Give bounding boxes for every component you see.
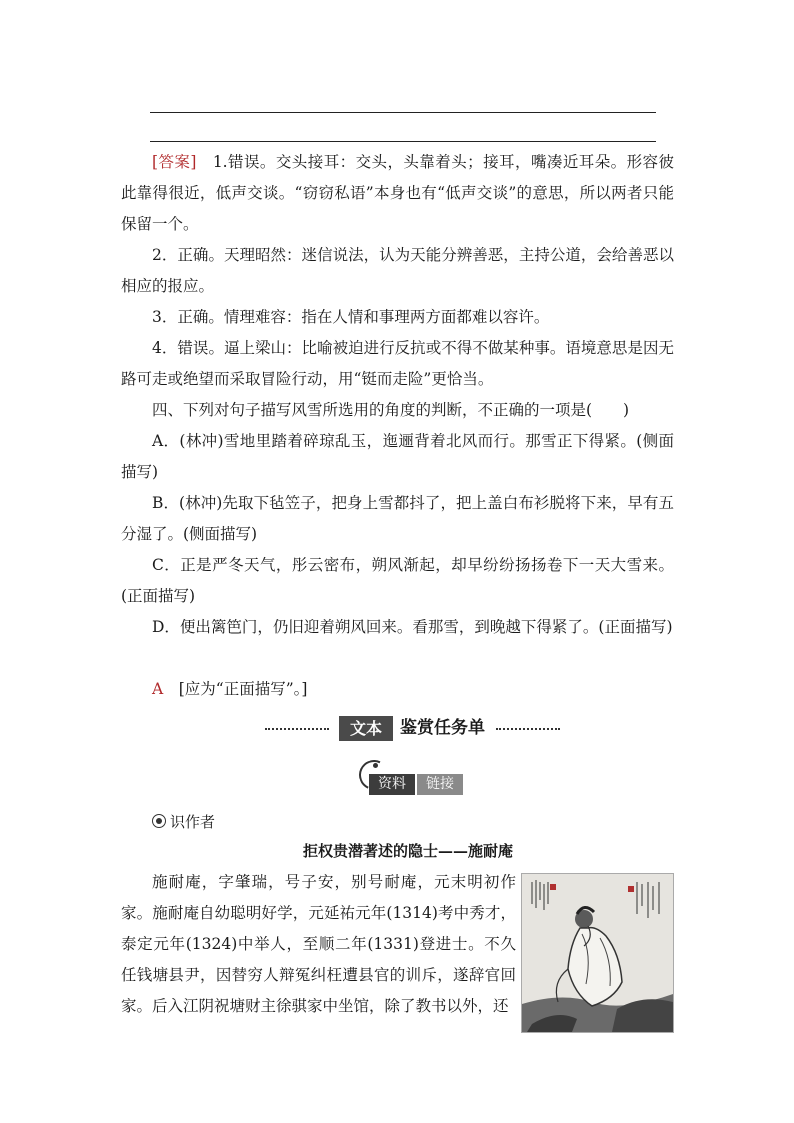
answer-paragraph-3: 3．正确。情理难容：指在人情和事理两方面都难以容许。 [152,308,550,326]
answer-tag: [答案] [152,153,197,171]
badge-lianjie: 链接 [417,774,463,795]
option-a: A．(林冲)雪地里踏着碎琼乱玉，迤逦背着北风而行。那雪正下得紧。(侧面描写) [121,432,674,481]
banner-box: 文本 [339,716,393,741]
answer-line-1 [150,112,656,113]
answer-note: [应为“正面描写”。] [178,680,308,698]
answer-paragraph-1 [121,147,674,240]
answer-paragraph-4: 4．错误。逼上梁山：比喻被迫进行反抗或不得不做某种事。语境意思是因无路可走或绝望而采取冒险行动，用“铤而走险”更恰当。 [121,339,674,388]
portrait-drawing [522,874,673,1032]
option-d: D．便出篱笆门，仍旧迎着朔风回来。看那雪，到晚越下得紧了。(正面描写) [152,618,673,636]
badge-dot-icon [373,763,378,768]
author-section-label [152,811,215,832]
answer-1-text: 1.错误。交头接耳：交头，头靠着头；接耳，嘴凑近耳朵。形容彼此靠得很近，低声交谈。“窃窃私语”本身也有“低声交谈”的意思，所以两者只能保留一个。 [121,153,674,233]
article-paragraph-2: 后入江阴祝塘财主徐骐家中坐馆，除了教书以外，还 [152,997,509,1015]
question-stem: 四、下列对句子描写风雪所选用的角度的判断，不正确的一项是( ) [152,401,630,419]
target-circle-icon [152,814,166,828]
answer-paragraph-2: 2．正确。天理昭然：迷信说法，认为天能分辨善恶，主持公道，会给善恶以相应的报应。 [121,246,674,295]
banner-dots-right [496,728,560,730]
section-banner [265,716,560,742]
shi-naian-portrait [521,873,674,1033]
option-b: B．(林冲)先取下毡笠子，把身上雪都抖了，把上盖白布衫脱将下来，早有五分湿了。(侧面描写) [121,494,674,543]
question-answer [121,674,674,705]
answer-line-2 [150,141,656,142]
option-c: C．正是严冬天气，彤云密布，朔风渐起，却早纷纷扬扬卷下一天大雪来。(正面描写) [121,556,674,605]
article-paragraph-1: 施耐庵，字肇瑞，号子安，别号耐庵，元末明初作家。施耐庵自幼聪明好学，元延祐元年(1314)考中秀才，泰定元年(1324)中举人，至顺二年(1331)登进士。不久任钱塘县尹，因替穷人辩冤纠枉遭县官的训斥，遂辞官回家。 [121,873,516,1015]
article-title: 拒权贵潜著述的隐士——施耐庵 [303,842,514,860]
ziliao-badge [355,760,467,796]
author-section-text: 识作者 [170,813,216,831]
banner-dots-left [265,728,329,730]
answer-letter: A [152,680,164,698]
badge-ziliao: 资料 [369,774,415,795]
banner-title: 鉴赏任务单 [400,718,485,738]
